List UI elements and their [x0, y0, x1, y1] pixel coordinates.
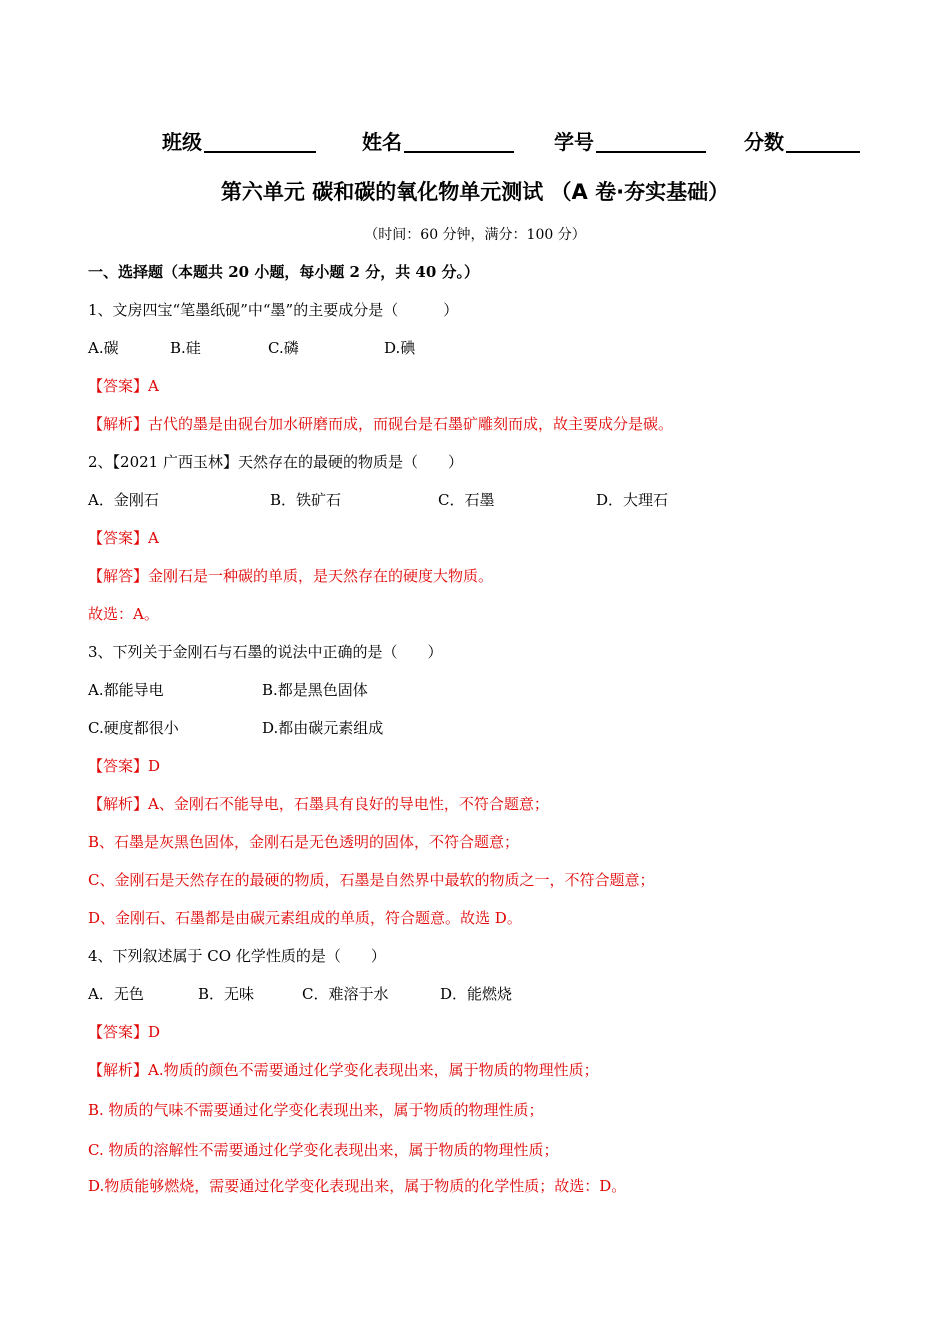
q1-answer-tag: 【答案】	[88, 377, 149, 395]
q2-answer-tag: 【答案】	[88, 529, 149, 547]
class-field	[162, 126, 316, 155]
id-blank[interactable]	[596, 129, 706, 153]
q2-option-d: D．大理石	[596, 491, 669, 509]
q4-analysis-line-b: B. 物质的气味不需要通过化学变化表现出来，属于物质的物理性质；	[88, 1101, 544, 1119]
q4-answer-tag: 【答案】	[88, 1023, 149, 1041]
q2-analysis-tag: 【解答】	[88, 567, 149, 585]
q3-option-d: D.都由碳元素组成	[262, 719, 384, 737]
q2-answer	[88, 528, 159, 548]
q3-analysis-tag: 【解析】	[88, 795, 149, 813]
q2-choice: 故选：A。	[88, 605, 159, 623]
q2-option-a: A．金刚石	[88, 491, 159, 509]
section-heading: 一、选择题（本题共 20 小题，每小题 2 分，共 40 分。）	[88, 263, 480, 281]
id-field	[554, 126, 706, 155]
q3-answer	[88, 756, 160, 776]
q2-answer-value: A	[148, 529, 159, 547]
class-blank[interactable]	[204, 129, 316, 153]
q3-option-b: B.都是黑色固体	[262, 681, 368, 699]
q3-analysis-text: A、金刚石不能导电，石墨具有良好的导电性，不符合题意；	[148, 795, 549, 813]
q1-option-b: B.硅	[170, 339, 201, 357]
q4-answer	[88, 1022, 160, 1042]
q3-analysis	[88, 794, 549, 814]
page-title: 第六单元 碳和碳的氧化物单元测试 （A 卷·夯实基础）	[220, 180, 730, 204]
score-blank[interactable]	[786, 129, 860, 153]
q3-answer-value: D	[148, 757, 161, 775]
q3-analysis-line-b: B、石墨是灰黑色固体，金刚石是无色透明的固体，不符合题意；	[88, 833, 520, 851]
q4-analysis	[88, 1060, 599, 1080]
q3-option-c: C.硬度都很小	[88, 719, 179, 737]
q1-answer	[88, 376, 159, 396]
q1-option-c: C.磷	[268, 339, 299, 357]
q2-analysis-text: 金刚石是一种碳的单质，是天然存在的硬度大物质。	[148, 567, 494, 585]
question-2-stem: 2、【2021 广西玉林】天然存在的最硬的物质是（ ）	[88, 453, 463, 471]
q4-answer-value: D	[148, 1023, 161, 1041]
q1-analysis	[88, 414, 673, 434]
q3-answer-tag: 【答案】	[88, 757, 149, 775]
name-label: 姓名	[362, 130, 402, 154]
name-blank[interactable]	[404, 129, 514, 153]
q4-option-c: C．难溶于水	[302, 985, 389, 1003]
page-subtitle: （时间：60 分钟，满分：100 分）	[364, 227, 586, 243]
q3-analysis-line-c: C、金刚石是天然存在的最硬的物质，石墨是自然界中最软的物质之一，不符合题意；	[88, 871, 655, 889]
q4-option-b: B．无味	[198, 985, 255, 1003]
q2-option-b: B．铁矿石	[270, 491, 342, 509]
q1-option-d: D.碘	[384, 339, 416, 357]
q1-analysis-tag: 【解析】	[88, 415, 149, 433]
id-label: 学号	[554, 130, 594, 154]
q4-analysis-line-d: D.物质能够燃烧，需要通过化学变化表现出来，属于物质的化学性质；故选：D。	[88, 1177, 627, 1195]
student-info-row	[162, 126, 882, 158]
question-1-stem: 1、文房四宝“笔墨纸砚”中“墨”的主要成分是（ ）	[88, 301, 459, 319]
question-3-stem: 3、下列关于金刚石与石墨的说法中正确的是（ ）	[88, 643, 443, 661]
q4-option-a: A．无色	[88, 985, 144, 1003]
score-label: 分数	[744, 130, 784, 154]
q1-answer-value: A	[148, 377, 159, 395]
question-4-stem: 4、下列叙述属于 CO 化学性质的是（ ）	[88, 947, 386, 965]
q2-analysis	[88, 566, 493, 586]
q4-option-d: D．能燃烧	[440, 985, 513, 1003]
q2-option-c: C．石墨	[438, 491, 495, 509]
class-label: 班级	[162, 130, 202, 154]
q4-analysis-text: A.物质的颜色不需要通过化学变化表现出来，属于物质的物理性质；	[148, 1061, 599, 1079]
q4-analysis-tag: 【解析】	[88, 1061, 149, 1079]
q3-option-a: A.都能导电	[88, 681, 164, 699]
q1-option-a: A.碳	[88, 339, 119, 357]
q4-analysis-line-c: C. 物质的溶解性不需要通过化学变化表现出来，属于物质的物理性质；	[88, 1141, 559, 1159]
name-field	[362, 126, 514, 155]
q1-analysis-text: 古代的墨是由砚台加水研磨而成，而砚台是石墨矿雕刻而成，故主要成分是碳。	[148, 415, 674, 433]
q3-analysis-line-d: D、金刚石、石墨都是由碳元素组成的单质，符合题意。故选 D。	[88, 909, 522, 927]
score-field	[744, 126, 860, 155]
